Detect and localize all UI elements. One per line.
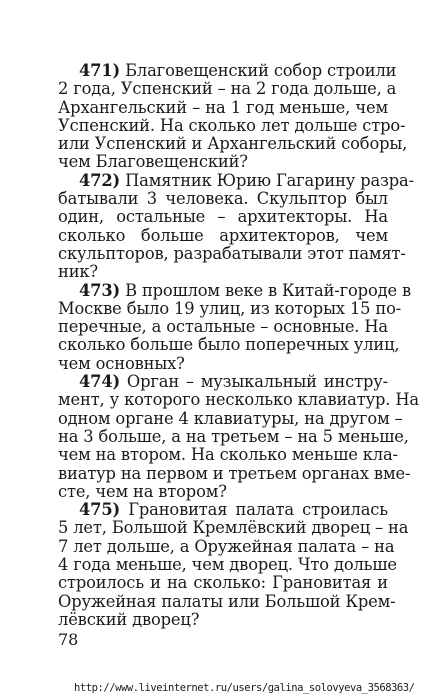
page-number: 78 xyxy=(58,630,79,649)
problem-number: 472) xyxy=(79,170,121,190)
problem-line: чем на втором. На сколько меньше кла- xyxy=(58,445,398,465)
problem-line: 2 года, Успенский – на 2 года дольше, а xyxy=(58,79,397,99)
problem-line: или Успенский и Архангельский соборы, xyxy=(58,134,408,154)
problem-line: сколько больше было поперечных улиц, xyxy=(58,335,400,355)
problem-474-line-1: 474) Орган – музыкальный инстру- xyxy=(79,372,388,392)
problem-number: 475) xyxy=(79,500,121,520)
problem-line: лёвский дворец? xyxy=(58,609,200,629)
problem-line: перечные, а остальные – основные. На xyxy=(58,317,388,337)
problem-line: сте, чем на втором? xyxy=(58,481,227,501)
problem-number: 471) xyxy=(79,61,121,80)
watermark-url: http://www.liveinternet.ru/users/galina_solovyeva_3568363/ xyxy=(74,682,415,694)
problem-line: Архангельский – на 1 год меньше, чем xyxy=(58,97,388,117)
problem-line: строилось и на сколько: Грановитая и xyxy=(58,573,388,593)
problem-line: Москве было 19 улиц, из которых 15 по- xyxy=(58,298,402,318)
problem-line: 5 лет, Большой Кремлёвский дворец – на xyxy=(58,518,409,538)
problem-471-line-1: 471) Благовещенский собор строили xyxy=(79,61,397,80)
problem-473-line-1: 473) В прошлом веке в Китай-городе в xyxy=(79,280,412,300)
problem-line: Успенский. На сколько лет дольше стро- xyxy=(58,115,406,135)
problem-line: 7 лет дольше, а Оружейная палата – на xyxy=(58,536,395,556)
problem-number: 473) xyxy=(79,280,121,300)
problem-line: сколько больше архитекторов, чем xyxy=(58,225,388,245)
problem-line: один, остальные – архитекторы. На xyxy=(58,207,388,227)
problem-line: скульпторов, разрабатывали этот памят- xyxy=(58,243,406,263)
problem-line: виатур на первом и третьем органах вме- xyxy=(58,463,411,483)
problem-line: одном органе 4 клавиатуры, на другом – xyxy=(58,408,403,428)
problem-472-line-1: 472) Памятник Юрию Гагарину разра- xyxy=(79,170,414,190)
problem-line: мент, у которого несколько клавиатур. На xyxy=(58,390,419,410)
problem-line: батывали 3 человека. Скульптор был xyxy=(58,189,388,209)
problem-line: на 3 больше, а на третьем – на 5 меньше, xyxy=(58,426,409,446)
problem-line: чем Благовещенский? xyxy=(58,152,248,172)
problem-number: 474) xyxy=(79,372,121,392)
problem-line: Оружейная палаты или Большой Крем- xyxy=(58,591,396,611)
problems-text xyxy=(58,61,419,629)
problem-line: 4 года меньше, чем дворец. Что дольше xyxy=(58,555,397,575)
problem-line: ник? xyxy=(58,262,99,282)
problem-475-line-1: 475) Грановитая палата строилась xyxy=(79,500,388,520)
problem-line: чем основных? xyxy=(58,353,185,373)
